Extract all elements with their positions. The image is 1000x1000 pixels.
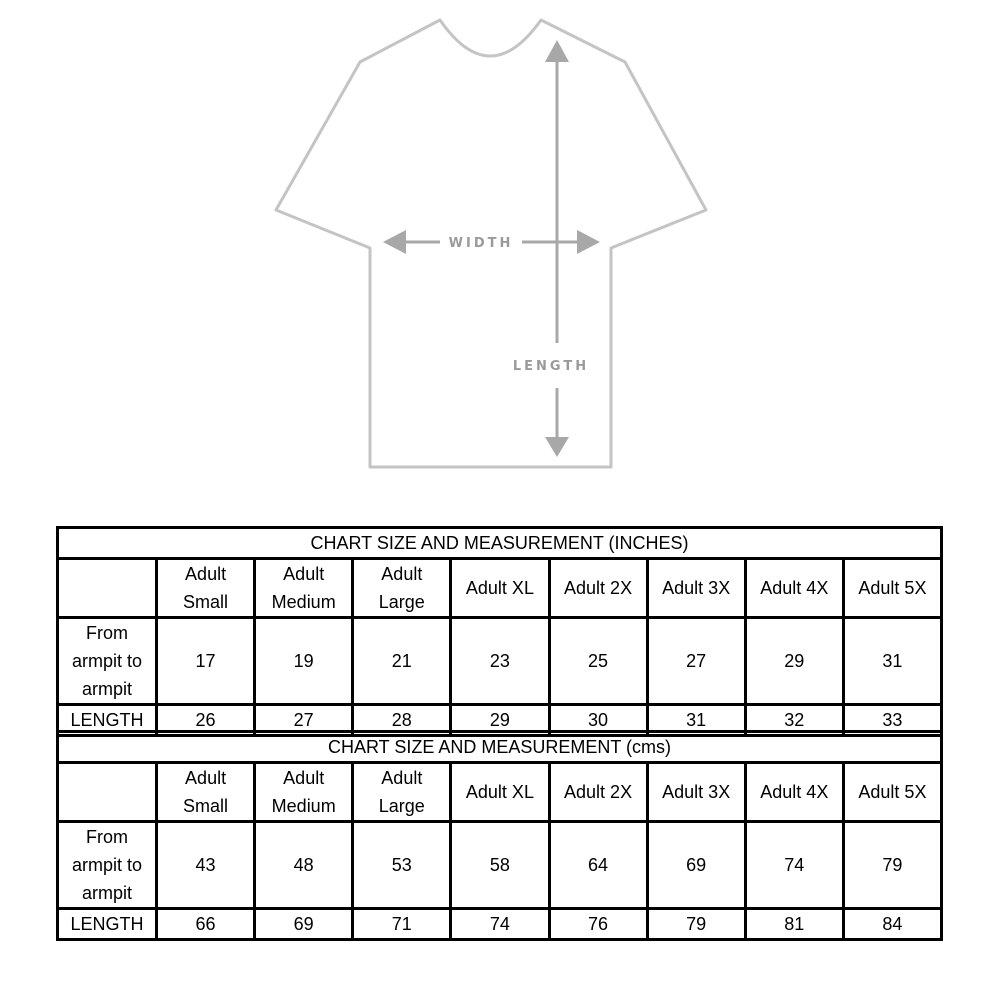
armpit-value-cell: 48 (255, 822, 353, 909)
cell-text-line: Adult (283, 768, 325, 788)
length-label: LENGTH (512, 359, 590, 374)
armpit-row-label (58, 822, 157, 909)
armpit-value-cell: 74 (745, 822, 843, 909)
armpit-value-cell: 29 (745, 618, 843, 705)
armpit-value-cell: 27 (647, 618, 745, 705)
empty-corner-cell (58, 559, 157, 618)
length-value-cell: 71 (353, 909, 451, 940)
length-value-cell: 76 (549, 909, 647, 940)
length-value-cell: 31 (647, 705, 745, 736)
cell-text-line: armpit to (71, 651, 143, 671)
size-header-cell (255, 763, 353, 822)
size-chart-cms (56, 730, 943, 941)
length-value-cell: 74 (451, 909, 549, 940)
armpit-value-cell: 21 (353, 618, 451, 705)
length-value-cell: 26 (157, 705, 255, 736)
size-header-cell (451, 559, 549, 618)
size-chart-inches (56, 526, 943, 737)
cell-text-line: Adult (185, 768, 227, 788)
table-title-row (58, 732, 942, 763)
cell-text-line: Large (378, 796, 425, 816)
cell-text-line: Adult 3X (662, 782, 731, 802)
cell-text-line: Small (183, 592, 229, 612)
size-header-cell (157, 763, 255, 822)
armpit-value-cell: 23 (451, 618, 549, 705)
size-header-cell (549, 763, 647, 822)
size-header-cell (353, 559, 451, 618)
cell-text-line: From (86, 827, 128, 847)
length-row-label: LENGTH (58, 705, 157, 736)
armpit-value-cell: 25 (549, 618, 647, 705)
length-value-cell: 79 (647, 909, 745, 940)
size-header-cell (745, 559, 843, 618)
size-header-cell (647, 763, 745, 822)
cell-text-line: Medium (271, 796, 336, 816)
cell-text-line: Adult 5X (858, 578, 927, 598)
cell-text-line: Adult 5X (858, 782, 927, 802)
length-value-cell: 81 (745, 909, 843, 940)
armpit-value-cell: 69 (647, 822, 745, 909)
size-header-cell (745, 763, 843, 822)
length-arrow-icon (545, 40, 569, 457)
length-row (58, 909, 942, 940)
armpit-value-cell: 43 (157, 822, 255, 909)
table-title: CHART SIZE AND MEASUREMENT (INCHES) (58, 528, 942, 559)
armpit-row (58, 618, 942, 705)
cell-text-line: Adult 3X (662, 578, 731, 598)
cell-text-line: Adult (283, 564, 325, 584)
length-value-cell: 29 (451, 705, 549, 736)
armpit-value-cell: 31 (843, 618, 941, 705)
width-label: WIDTH (448, 236, 514, 251)
armpit-row (58, 822, 942, 909)
size-header-cell (549, 559, 647, 618)
cell-text-line: Adult 4X (760, 578, 829, 598)
size-header-cell (255, 559, 353, 618)
cell-text-line: Adult (185, 564, 227, 584)
cell-text-line: Adult (381, 768, 423, 788)
length-value-cell: 30 (549, 705, 647, 736)
cell-text-line: armpit to (71, 855, 143, 875)
cell-text-line: Adult 4X (760, 782, 829, 802)
cell-text-line: Adult XL (465, 578, 534, 598)
armpit-value-cell: 53 (353, 822, 451, 909)
cell-text-line: Adult XL (465, 782, 534, 802)
length-value-cell: 84 (843, 909, 941, 940)
cell-text-line: armpit (81, 883, 132, 903)
size-header-cell (353, 763, 451, 822)
cell-text-line: Adult (381, 564, 423, 584)
size-header-cell (843, 763, 941, 822)
size-header-row (58, 763, 942, 822)
cell-text-line: Adult 2X (564, 782, 633, 802)
armpit-value-cell: 58 (451, 822, 549, 909)
size-header-cell (647, 559, 745, 618)
length-value-cell: 27 (255, 705, 353, 736)
armpit-row-label (58, 618, 157, 705)
cell-text-line: Adult 2X (564, 578, 633, 598)
cell-text-line: Large (378, 592, 425, 612)
armpit-value-cell: 19 (255, 618, 353, 705)
cell-text-line: From (86, 623, 128, 643)
table-title-row (58, 528, 942, 559)
size-header-cell (451, 763, 549, 822)
armpit-value-cell: 79 (843, 822, 941, 909)
length-value-cell: 28 (353, 705, 451, 736)
length-value-cell: 69 (255, 909, 353, 940)
table-title: CHART SIZE AND MEASUREMENT (cms) (58, 732, 942, 763)
length-value-cell: 33 (843, 705, 941, 736)
armpit-value-cell: 17 (157, 618, 255, 705)
cell-text-line: armpit (81, 679, 132, 699)
size-header-cell (157, 559, 255, 618)
length-value-cell: 66 (157, 909, 255, 940)
armpit-value-cell: 64 (549, 822, 647, 909)
cell-text-line: Medium (271, 592, 336, 612)
empty-corner-cell (58, 763, 157, 822)
length-value-cell: 32 (745, 705, 843, 736)
size-header-row (58, 559, 942, 618)
length-row-label: LENGTH (58, 909, 157, 940)
size-header-cell (843, 559, 941, 618)
cell-text-line: Small (183, 796, 229, 816)
